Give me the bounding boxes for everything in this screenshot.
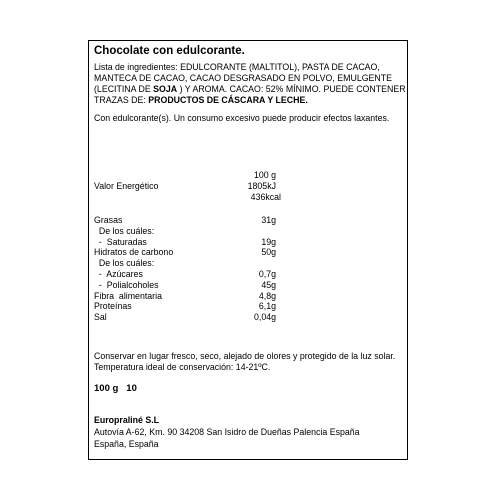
nutrient-value: 50g [261,247,276,258]
storage-line-2: Temperatura ideal de conservación: 14-21ºC. [94,362,271,372]
nutrient-value: 4,8g [258,290,276,301]
nutrient-value: 0,04g [253,312,276,323]
nutrient-value: 19g [261,236,276,247]
allergen-soy: SOJA [153,84,178,94]
ingredients-text: TRAZAS DE: [94,95,149,105]
nutrient-name: Grasas [94,215,123,225]
nutrient-name: - Saturadas [94,236,147,247]
company-name: Europraliné S.L [94,415,160,425]
nutrient-name: - Polialcoholes [94,279,159,290]
storage-instructions [94,351,395,373]
ingredients-text: ) Y AROMA. CACAO: 52% MÍNIMO. PUEDE CONTENER [177,84,406,94]
nutrient-name: Proteínas [94,301,132,312]
nutrient-name: Hidratos de carbono [94,247,174,258]
nutrient-value: 6,1g [258,301,276,312]
product-label [88,40,408,460]
net-weight-value: 100 g [94,383,119,394]
net-weight-extra: 10 [126,383,137,394]
allergen-traces: PRODUCTOS DE CÁSCARA Y LECHE. [148,95,308,105]
storage-line-1: Conservar en lugar fresco, seco, alejado de olores y protegido de la luz solar. [94,351,396,361]
product-title: Chocolate con edulcorante. [94,45,245,57]
nutrition-header: 100 g [253,170,276,180]
energy-kj: 1805kJ [247,181,276,191]
nutrient-value: 31g [261,215,276,225]
ingredients-text: (LECITINA DE [94,84,154,94]
nutrient-name: - Azúcares [94,269,143,279]
ingredients-line-4 [94,95,406,106]
ingredients-line-1: Lista de ingredientes: EDULCORANTE (MALTITOL), PASTA DE CACAO, [94,62,380,72]
ingredients-list [94,62,406,106]
ingredients-line-2: MANTECA DE CACAO, CACAO DESGRASADO EN POLVO, EMULGENTE [94,73,393,83]
energy-label: Valor Energético [94,181,159,191]
nutrient-name: Fibra alimentaria [94,290,162,301]
nutrient-value: 45g [261,279,276,290]
energy-kcal: 436kcal [250,192,281,202]
company-info [94,414,360,450]
nutrient-value: 0,7g [258,269,276,279]
nutrient-name: De los cuáles: [94,225,155,236]
nutrient-name: De los cuáles: [94,258,155,269]
company-country: España, España [94,439,159,449]
nutrient-name: Sal [94,312,107,323]
sweetener-warning: Con edulcorante(s). Un consumo excesivo puede producir efectos laxantes. [94,113,390,123]
company-address: Autovía A-62, Km. 90 34208 San Isidro de Dueñas Palencia España [94,427,360,437]
net-weight [94,383,145,394]
ingredients-line-3 [94,84,406,95]
